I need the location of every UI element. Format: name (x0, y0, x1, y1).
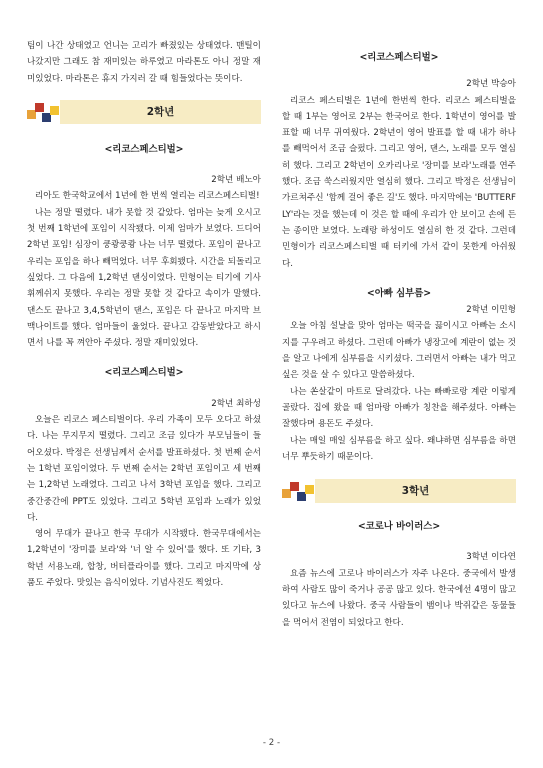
essay-paragraph: 오늘 아침 설날을 맞아 엄마는 떡국을 끓이시고 아빠는 소시지를 구우려고 하셨다. 그런데 아빠가 냉장고에 계란이 없는 것을 알고 나에게 심부름을 시키셨다. 그러면서 아빠는 내가 먹고 싶은 것을 살 수 있다고 말씀하셨다. (282, 321, 516, 381)
essay-paragraph: 영어 무대가 끝나고 한국 무대가 시작됐다. 한국무대에서는 1,2학년이 '장미를 보라'와 '너 알 수 있어'를 했다. 또 기타, 3학년 서용노래, 합창, 버터플라이를 했다. 그리고 마지막에 상품도 주었다. 맛있는 음식이었다. 기념사진도 찍었다. (27, 529, 261, 589)
essay-author: 2학년 배노아 (211, 175, 261, 186)
grade-3-banner (282, 473, 516, 509)
left-column (27, 0, 261, 591)
decor-square-yellow (305, 485, 314, 494)
essay-paragraph: 나는 매일 매일 심부름을 하고 싶다. 왜냐하면 심부름을 하면 너무 뿌듯하기 때문이다. (282, 435, 516, 462)
essay-title: <코로나 바이러스> (357, 521, 441, 533)
grade-label: 3학년 (401, 485, 430, 498)
essay-title: <아빠 심부름> (366, 287, 432, 299)
essay-author: 2학년 박승아 (466, 79, 516, 90)
decor-square-red (290, 482, 299, 491)
essay-title: <리코스페스티벌> (104, 143, 184, 155)
decor-square-red (35, 103, 44, 112)
essay-paragraph: 나는 정말 떨렸다. 내가 못할 것 같았다. 엄마는 늦게 오시고 첫 번째 1학년에 포임이 시작됐다. 이제 엄마가 보였다. 드디어 2학년 포임! 심장이 쿵쾅쿵쾅 나는 너무 떨렸다. 포임이 끝나고 우리는 포임을 하나 빼먹었다. 너무 후회됐다. 시간을 되돌리고 싶었다. 그 다음에 1,2학년 댄싱이였다. 민형이는 티기에 기사 휘께쉬지 못했다. 우리는 정말 못할 것 같다고 속이가 말했다. 댄스도 끝나고 3,4,5학년이 댄스, 포임은 다 끝나고 마지막 브맥나이트를 했다. 엄마들이 울었다. 끝나고 감동받았다고 하시면서 나를 꼭 껴안아 주셨다. 정말 재미있었다. (27, 207, 261, 349)
essay-title: <리코스페스티벌> (104, 367, 184, 379)
essay-paragraph: 리코스 페스티벌은 1년에 한번씩 한다. 리코스 페스티벌을 할 때 1부는 영어로 2부는 한국어로 한다. 1학년이 영어를 발표할 때 너무 귀여웠다. 2학년이 영어 발표를 할 때 내가 하나를 빼먹어서 조금 슬펐다. 그리고 영어, 댄스, 노래를 모두 열심히 했다. 그리고 2학년이 오카리나로 '장미를 보라'노래를 연주했다. 조금 쑥스러웠지만 열심히 했다. 그리고 박정은 선생님이 가르쳐주신 '함께 걸어 좋은 길'도 했다. 마지막에는 'BUTTERFLY'라는 것을 했는데 이 것은 할 때에 우리가 안 보이고 손에 든는 종이만 보였다. 노래랑 하성이도 열심히 한 것 같다. 그런데 민형이가 리코스페스티벌 때 터키에 가서 같이 못한게 아쉬웠다. (282, 95, 516, 269)
essay-author: 3학년 이다연 (466, 552, 516, 563)
right-column (282, 0, 516, 631)
grade-2-banner (27, 94, 261, 130)
essay-paragraph: 요즘 뉴스에 고로나 바이러스가 자주 나온다. 중국에서 발생하여 사람도 많이 죽거나 공공 많고 있다. 한국에선 4명이 많고 있다고 뉴스에 나왔다. 중국 사람들이 뱀이나 박쥐같은 동물들을 먹어서 전염이 되었다고 한다. (282, 568, 516, 628)
grade-label: 2학년 (146, 105, 175, 118)
intro-paragraph: 팀이 나간 상태였고 언니는 고리가 빠졌있는 상태였다. 맨틸이 나갔지만 그래도 참 재미있는 하루였고 마라톤도 아니 정말 재미있었다. 마라톤은 휴지 가지러 갈 때 힘들었다는 뜻이다. (27, 41, 261, 84)
essay-author: 2학년 이민형 (466, 305, 516, 316)
page-number: - 2 - (262, 738, 281, 748)
essay-author: 2학년 최하성 (211, 398, 261, 409)
essay-paragraph: 나는 쏜살같이 마트로 달려갔다. 나는 빠빠로랑 계란 이렇게 골랐다. 집에 왔을 때 엄마랑 아빠가 칭찬을 해주셨다. 아빠는 잘했다며 용돈도 주셨다. (282, 386, 516, 430)
decor-square-yellow (50, 106, 59, 115)
essay-paragraph: 리아도 한국학교에서 1년에 한 번씩 열리는 리코스페스티벌! (35, 191, 260, 202)
essay-title: <리코스페스티벌> (359, 52, 439, 63)
essay-paragraph: 오늘은 리코스 페스티벌이다. 우리 가족이 모두 오다고 하셨다. 나는 무지무지 떨렸다. 그리고 조금 있다가 부모님들이 들어오셨다. 박정은 선생님께서 순서를 발표하셨다. 첫 번째 순서는 1학년 포임이였다. 두 번째 순서는 2학년 포임이고 세 번째는 1,2학년 노래였다. 그리고 나서 3학년 포임을 했다. 그리고 중간중간에 PPT도 있었다. 그리고 5학년 포임과 노래가 있었다. (27, 415, 261, 523)
